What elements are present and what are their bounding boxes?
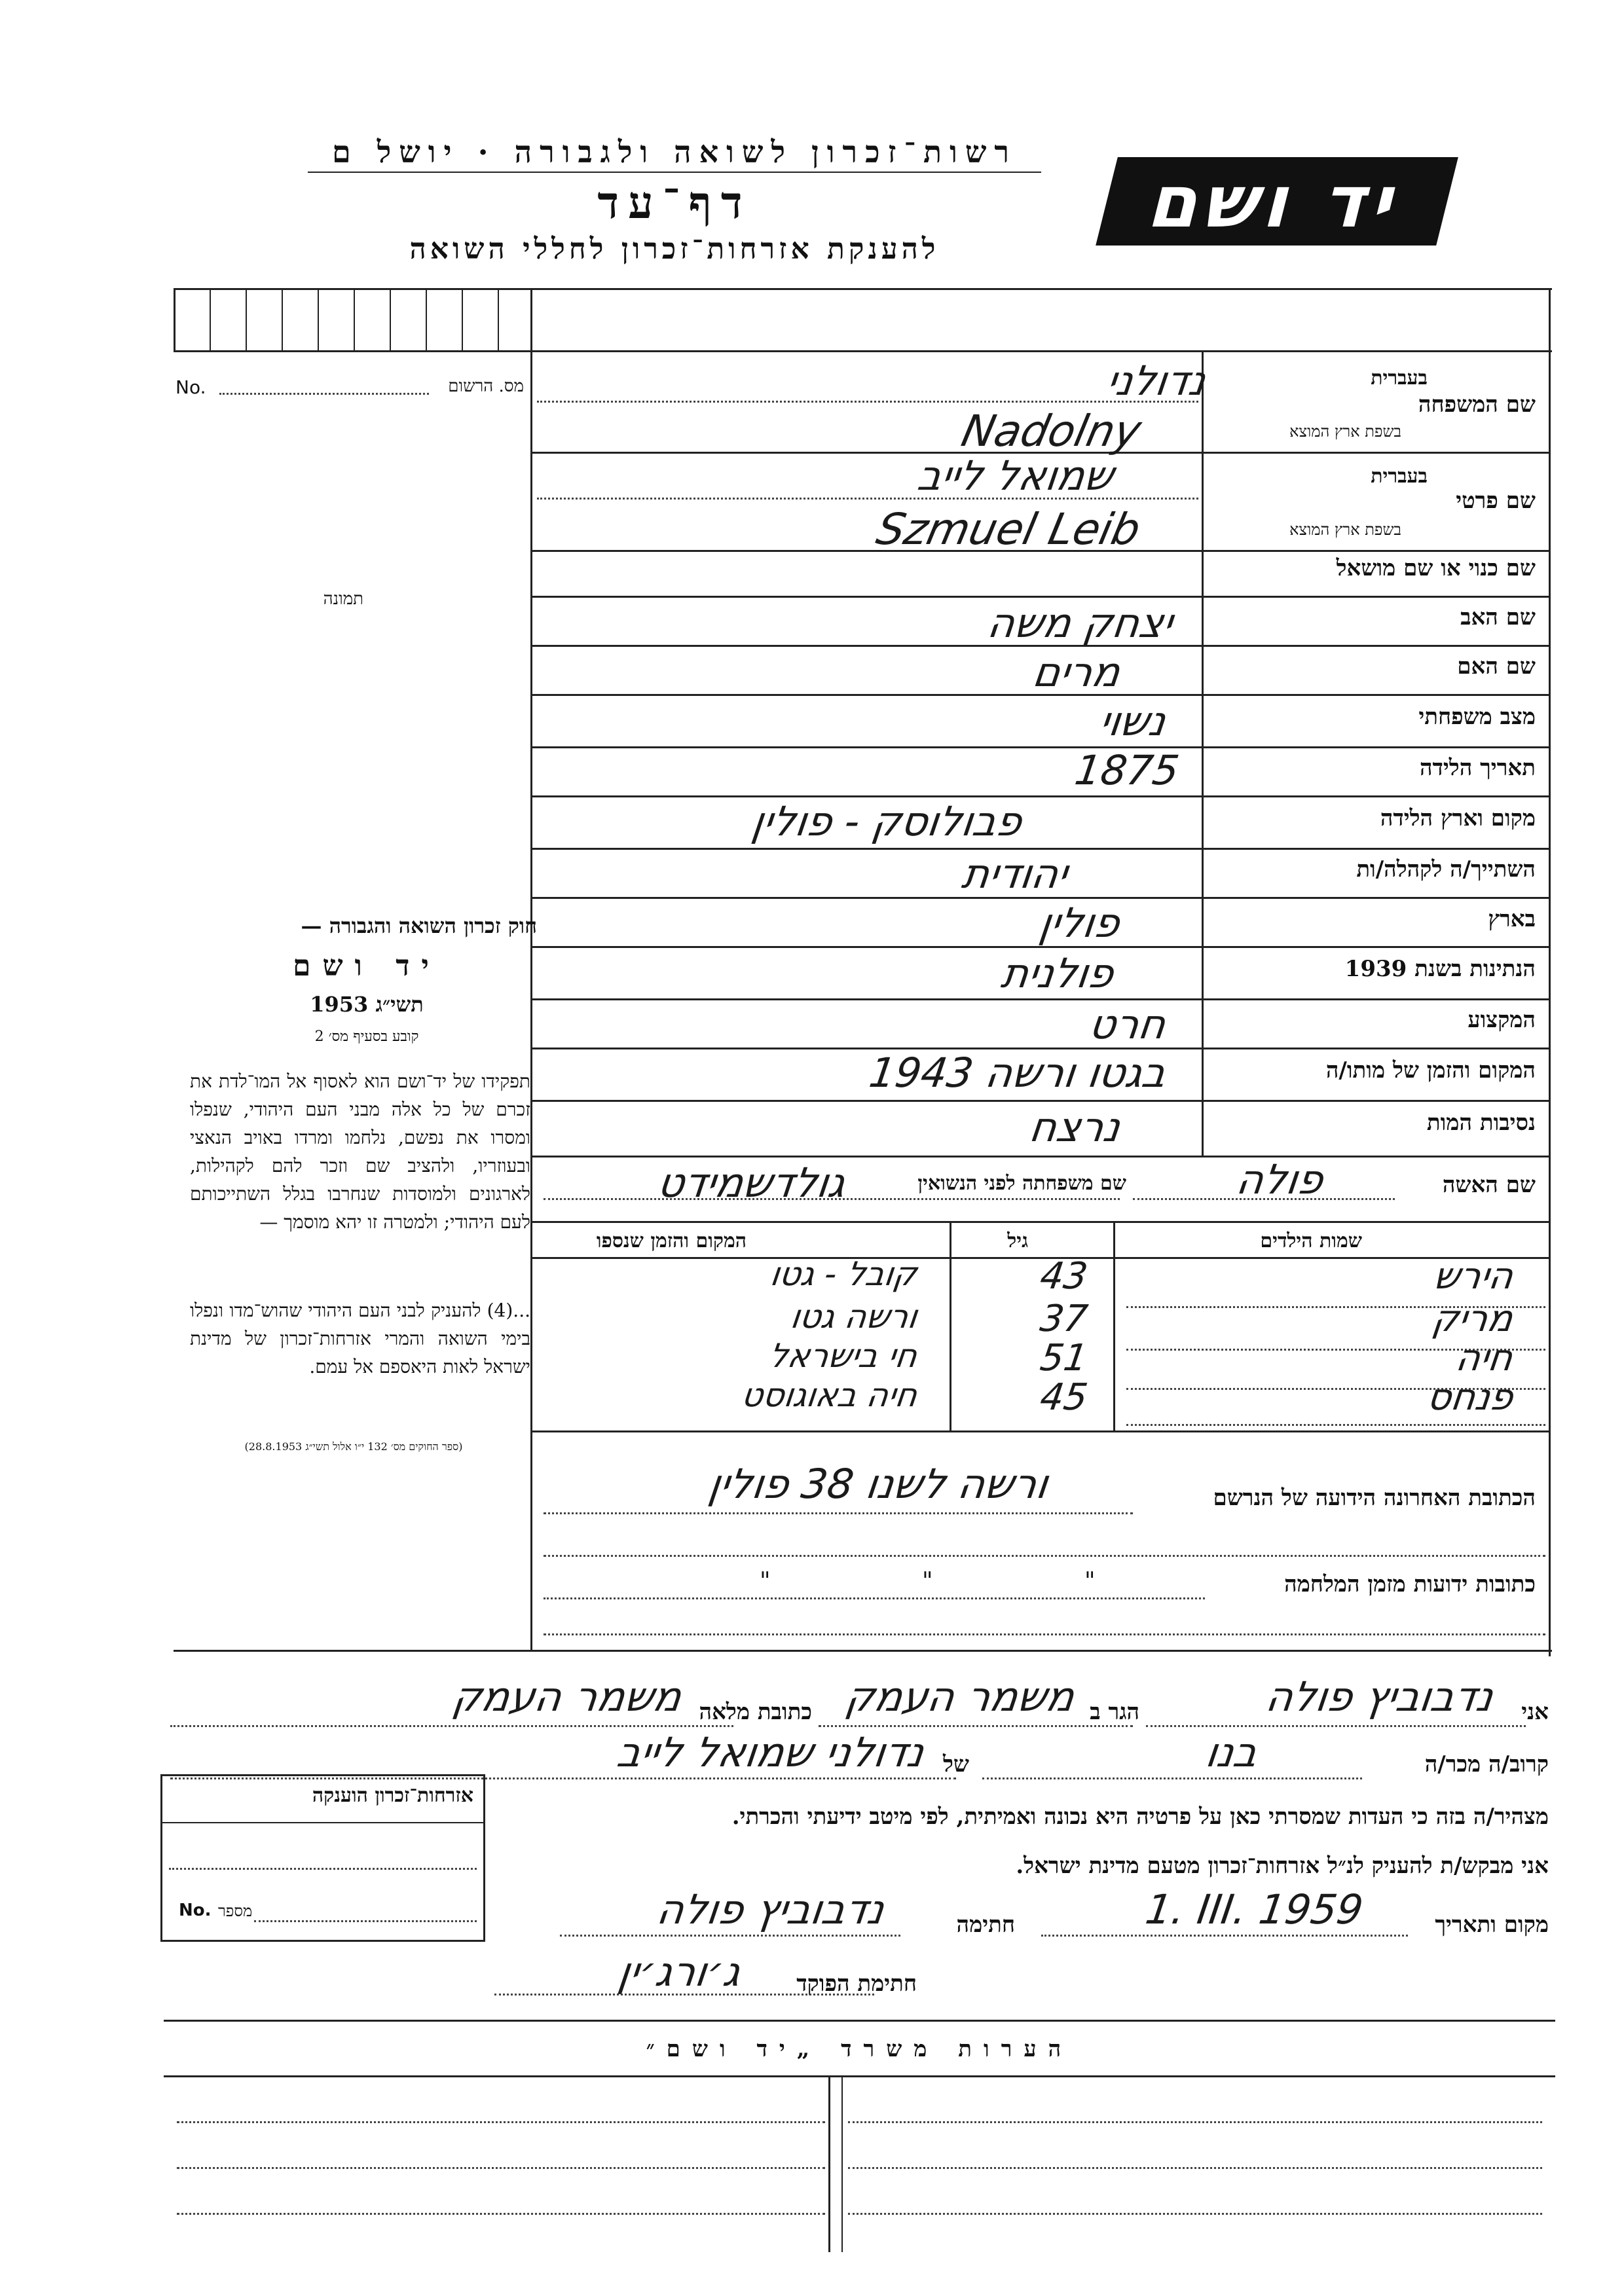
community-label: השתייך/ה לקהלה/ות <box>1356 856 1536 883</box>
child-age[interactable]: 37 <box>1037 1298 1090 1340</box>
first-name-hebrew-sub: בעברית <box>1371 465 1428 488</box>
child-age[interactable]: 43 <box>1037 1255 1090 1298</box>
law-text: תפקידו של יד־ושם הוא לאסוף אל המו־לדת את זכרם של כל אלה מבני העם היהודי, שנפלו ומסרו את נפשם, נלחמו ומרדו באויב הנאצי ובעוזריו, ולהציב שם וזכר להם לקהילות, לארגונים ולמוסדות שנחרבו בגלל השתייכותם לעם היהודי; ולמטרה זו יהא מוסמך — <box>190 1070 530 1233</box>
wife-maiden-value[interactable]: גולדשמידט <box>654 1159 849 1207</box>
nickname-label: שם כנוי או שם מושאל <box>1336 555 1536 581</box>
place-date-label: מקום ותאריך <box>1435 1912 1549 1938</box>
profession-value[interactable]: חרט <box>1086 1000 1170 1048</box>
authority-line: רשות־זכרון לשואה ולגבורה · יושל ם <box>331 134 1018 170</box>
first-name-hebrew-value[interactable]: שמואל לייב <box>914 452 1117 500</box>
declarant-i-label: אני <box>1521 1699 1549 1725</box>
last-address-value[interactable]: ורשה לשנו 38 פולין <box>706 1460 1052 1508</box>
children-age-header: גיל <box>1007 1230 1028 1252</box>
family-name-foreign-sub: בשפת ארץ המוצא <box>1289 422 1401 441</box>
mother-value[interactable]: מרים <box>1029 648 1124 696</box>
form-title: דף־עד <box>597 177 752 229</box>
child-age[interactable]: 51 <box>1037 1337 1090 1379</box>
wife-value[interactable]: פולה <box>1233 1156 1327 1203</box>
form-subtitle: להענקת אזרחות־זכרון לחללי השואה <box>409 232 940 266</box>
official-signature-label: חתימת הפוקד <box>796 1971 917 1997</box>
remarks-label: הערות משרד „יד ושם״ <box>646 2036 1073 2062</box>
first-name-foreign-sub: בשפת ארץ המוצא <box>1289 520 1401 539</box>
mother-label: שם האם <box>1457 653 1536 680</box>
registry-label: מס. הרשום <box>448 376 524 396</box>
request-text: אני מבקש/ת להעניק לנ״ל אזרחות־זכרון מטעם מדינת ישראל. <box>1016 1853 1549 1879</box>
country-value[interactable]: פולין <box>1037 899 1124 947</box>
child-name[interactable]: מריק <box>1430 1298 1516 1340</box>
death-place-label: המקום והזמן של מותו/ה <box>1325 1057 1536 1084</box>
death-cause-value[interactable]: נרצח <box>1026 1103 1124 1151</box>
logo-text: יד ושם <box>1141 159 1412 244</box>
law-name: יד ושם <box>293 949 441 983</box>
law-title: חוק זכרון השואה והגבורה — <box>301 913 537 938</box>
grant-box <box>160 1774 485 1942</box>
father-value[interactable]: יצחק משה <box>984 599 1176 647</box>
first-name-foreign-value[interactable]: Szmuel Leib <box>872 504 1145 555</box>
registry-no-label: No. <box>175 376 206 398</box>
declarant-full-address-label: כתובת מלאה <box>699 1699 812 1725</box>
declarant-of-value[interactable]: נדולני שמואל לייב <box>614 1728 927 1776</box>
marital-value[interactable]: נשוי <box>1097 697 1170 745</box>
official-signature-value[interactable]: ג׳ורג׳ין <box>615 1948 744 1995</box>
declarant-full-address[interactable]: משמר העמק <box>449 1673 685 1721</box>
birth-date-label: תאריך הלידה <box>1419 755 1536 781</box>
marital-label: מצב משפחתי <box>1418 704 1536 730</box>
child-place[interactable]: חיה באוגוסט <box>739 1376 920 1414</box>
declarant-resides[interactable]: משמר העמק <box>842 1673 1078 1721</box>
death-place-value[interactable]: בגטו ורשה 1943 <box>866 1049 1170 1097</box>
profession-label: המקצוע <box>1467 1007 1536 1033</box>
law-clause: קובע בסעיף מס׳ 2 <box>314 1029 419 1045</box>
child-name[interactable]: פנחס <box>1424 1376 1516 1419</box>
child-place[interactable]: חי בישראל <box>766 1337 920 1375</box>
law-source: (ספר החוקים מס׳ 132 י״ו אלול תשי״ג 28.8.1953) <box>244 1440 463 1453</box>
citizenship-value[interactable]: פולנית <box>998 949 1117 997</box>
wife-maiden-label: שם משפחתה לפני הנשואין <box>917 1172 1126 1195</box>
citizenship-label: הנתינות בשנת 1939 <box>1344 956 1536 982</box>
children-place-header: המקום והזמן שנספו <box>596 1230 747 1252</box>
war-address-label: כתובות ידועות מזמן המלחמה <box>1284 1571 1536 1597</box>
grant-box-title: אזרחות־זכרון הוענקה <box>312 1784 473 1807</box>
birth-place-value[interactable]: פבולוסק - פולין <box>748 797 1025 845</box>
children-names-header: שמות הילדים <box>1260 1230 1362 1252</box>
family-name-foreign-value[interactable]: Nadolny <box>957 406 1146 456</box>
first-name-label: שם פרטי <box>1456 488 1536 514</box>
child-name[interactable]: חיה <box>1453 1337 1516 1379</box>
child-place[interactable]: קובל - גטו <box>768 1255 920 1293</box>
declarant-relation[interactable]: בנו <box>1203 1728 1261 1776</box>
family-name-label: שם המשפחה <box>1418 392 1536 418</box>
war-address-value[interactable]: " " " <box>760 1568 1168 1595</box>
grant-box-no-label: No. <box>179 1901 212 1920</box>
signature-label: חתימה <box>956 1912 1015 1938</box>
place-date-value[interactable]: 1. III. 1959 <box>1142 1886 1367 1933</box>
law-year: תשי״ג 1953 <box>310 992 424 1017</box>
wife-label: שם האשה <box>1442 1172 1536 1198</box>
photo-label: תמונה <box>323 589 363 609</box>
declarant-of-label: של <box>943 1751 969 1777</box>
signature-value[interactable]: נדבוביץ פולה <box>654 1886 888 1933</box>
birth-place-label: מקום וארץ הלידה <box>1380 805 1536 831</box>
child-age[interactable]: 45 <box>1037 1376 1090 1419</box>
law-item-4: ...(4) להעניק לבני העם היהודי שהוש־מדו ונפלו בימי השואה והמרי אזרחות־זכרון של מדינת ישראל לאות היאספם אל עמם. <box>190 1300 530 1377</box>
declarant-resides-label: הגר ב <box>1090 1699 1139 1725</box>
country-label: בארץ <box>1488 906 1536 932</box>
birth-date-value[interactable]: 1875 <box>1072 746 1183 794</box>
family-name-hebrew-sub: בעברית <box>1371 367 1428 390</box>
family-name-hebrew-value[interactable]: נדולני <box>1103 357 1209 405</box>
grant-box-number-label: מספר <box>218 1902 253 1920</box>
child-name[interactable]: הירש <box>1431 1255 1516 1298</box>
last-address-label: הכתובת האחרונה הידועה של הנרשם <box>1213 1485 1536 1511</box>
father-label: שם האב <box>1460 604 1536 630</box>
declarant-relation-label: קרוב/ה מכר/ה <box>1424 1751 1549 1777</box>
death-cause-label: נסיבות המות <box>1426 1110 1536 1136</box>
declarant-name[interactable]: נדבוביץ פולה <box>1263 1673 1497 1721</box>
child-place[interactable]: ורשה גטו <box>788 1298 920 1336</box>
yad-vashem-logo <box>1096 157 1458 246</box>
community-value[interactable]: יהודית <box>959 850 1071 898</box>
declaration-text: מצהיר/ה בזה כי העדות שמסרתי כאן על פרטיה היא נכונה ואמיתית, לפי מיטב ידיעתי והכרתי. <box>731 1804 1549 1830</box>
